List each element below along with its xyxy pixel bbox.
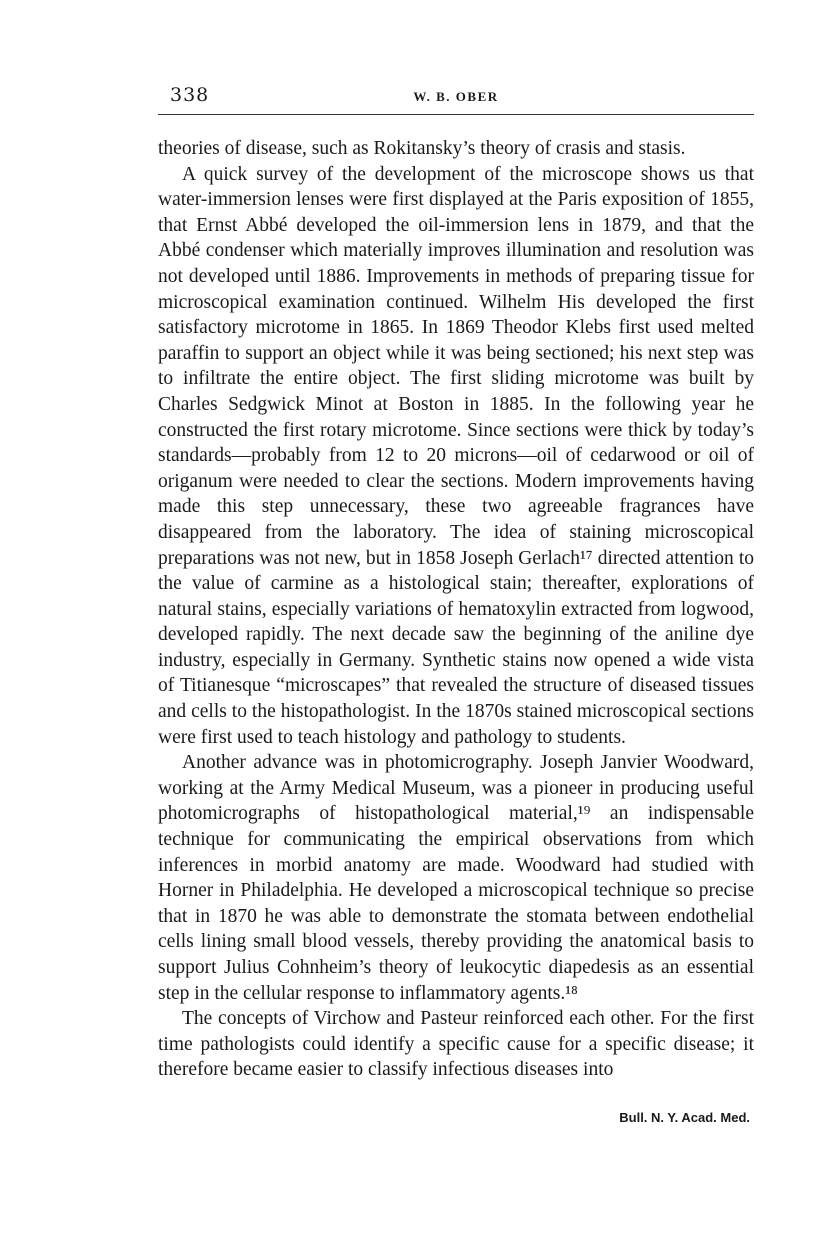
journal-footer: Bull. N. Y. Acad. Med.	[619, 1110, 750, 1125]
paragraph-photomicrography: Another advance was in photomicrography. Joseph Janvier Woodward, working at the Army Medical Museum, was a pioneer in producing useful photomicrographs of histopathological material,¹⁹ an indispensable technique for communicating the empirical observations from which inferences in morbid anatomy are made. Woodward had studied with Horner in Philadelphia. He developed a microscopical technique so precise that in 1870 he was able to demonstrate the stomata between endothelial cells lining small blood vessels, thereby providing the anatomical basis to support Julius Cohnheim’s theory of leukocytic diapedesis as an essential step in the cellular response to inflammatory agents.¹⁸	[158, 752, 754, 1004]
paragraph-microscope-survey: A quick survey of the development of the microscope shows us that water-immersion lenses were first displayed at the Paris exposition of 1855, that Ernst Abbé developed the oil-immersion lens in 1879, and that the Abbé condenser which materially improves illumination and resolution was not developed until 1886. Improvements in methods of preparing tissue for microscopical examination continued. Wilhelm His developed the first satisfactory microtome in 1865. In 1869 Theodor Klebs first used melted paraffin to support an object while it was being sectioned; his next step was to infiltrate the entire object. The first sliding microtome was built by Charles Sedgwick Minot at Boston in 1885. In the following year he constructed the first rotary microtome. Since sections were thick by today’s standards—probably from 12 to 20 microns—oil of cedarwood or oil of origanum were needed to clear the sections. Modern improvements having made this step unnecessary, these two agreeable fragrances have disappeared from the laboratory. The idea of staining microscopical preparations was not new, but in 1858 Joseph Gerlach¹⁷ directed attention to the value of carmine as a histological stain; thereafter, explorations of natural stains, especially variations of hematoxylin extracted from logwood, developed rapidly. The next decade saw the beginning of the aniline dye industry, especially in Germany. Synthetic stains now opened a wide vista of Titianesque “microscapes” that revealed the structure of diseased tissues and cells to the histopathologist. In the 1870s stained microscopical sections were first used to teach histology and pathology to students.	[158, 163, 754, 748]
body-text	[158, 136, 754, 1083]
paragraph-virchow-pasteur: The concepts of Virchow and Pasteur reinforced each other. For the first time pathologists could identify a specific cause for a specific disease; it therefore became easier to classify infectious diseases into	[158, 1008, 754, 1081]
author-name: W. B. OBER	[413, 89, 499, 104]
running-head	[158, 84, 754, 115]
page-number: 338	[170, 84, 210, 106]
paragraph-continuation: theories of disease, such as Rokitansky’s theory of crasis and stasis.	[158, 138, 686, 159]
